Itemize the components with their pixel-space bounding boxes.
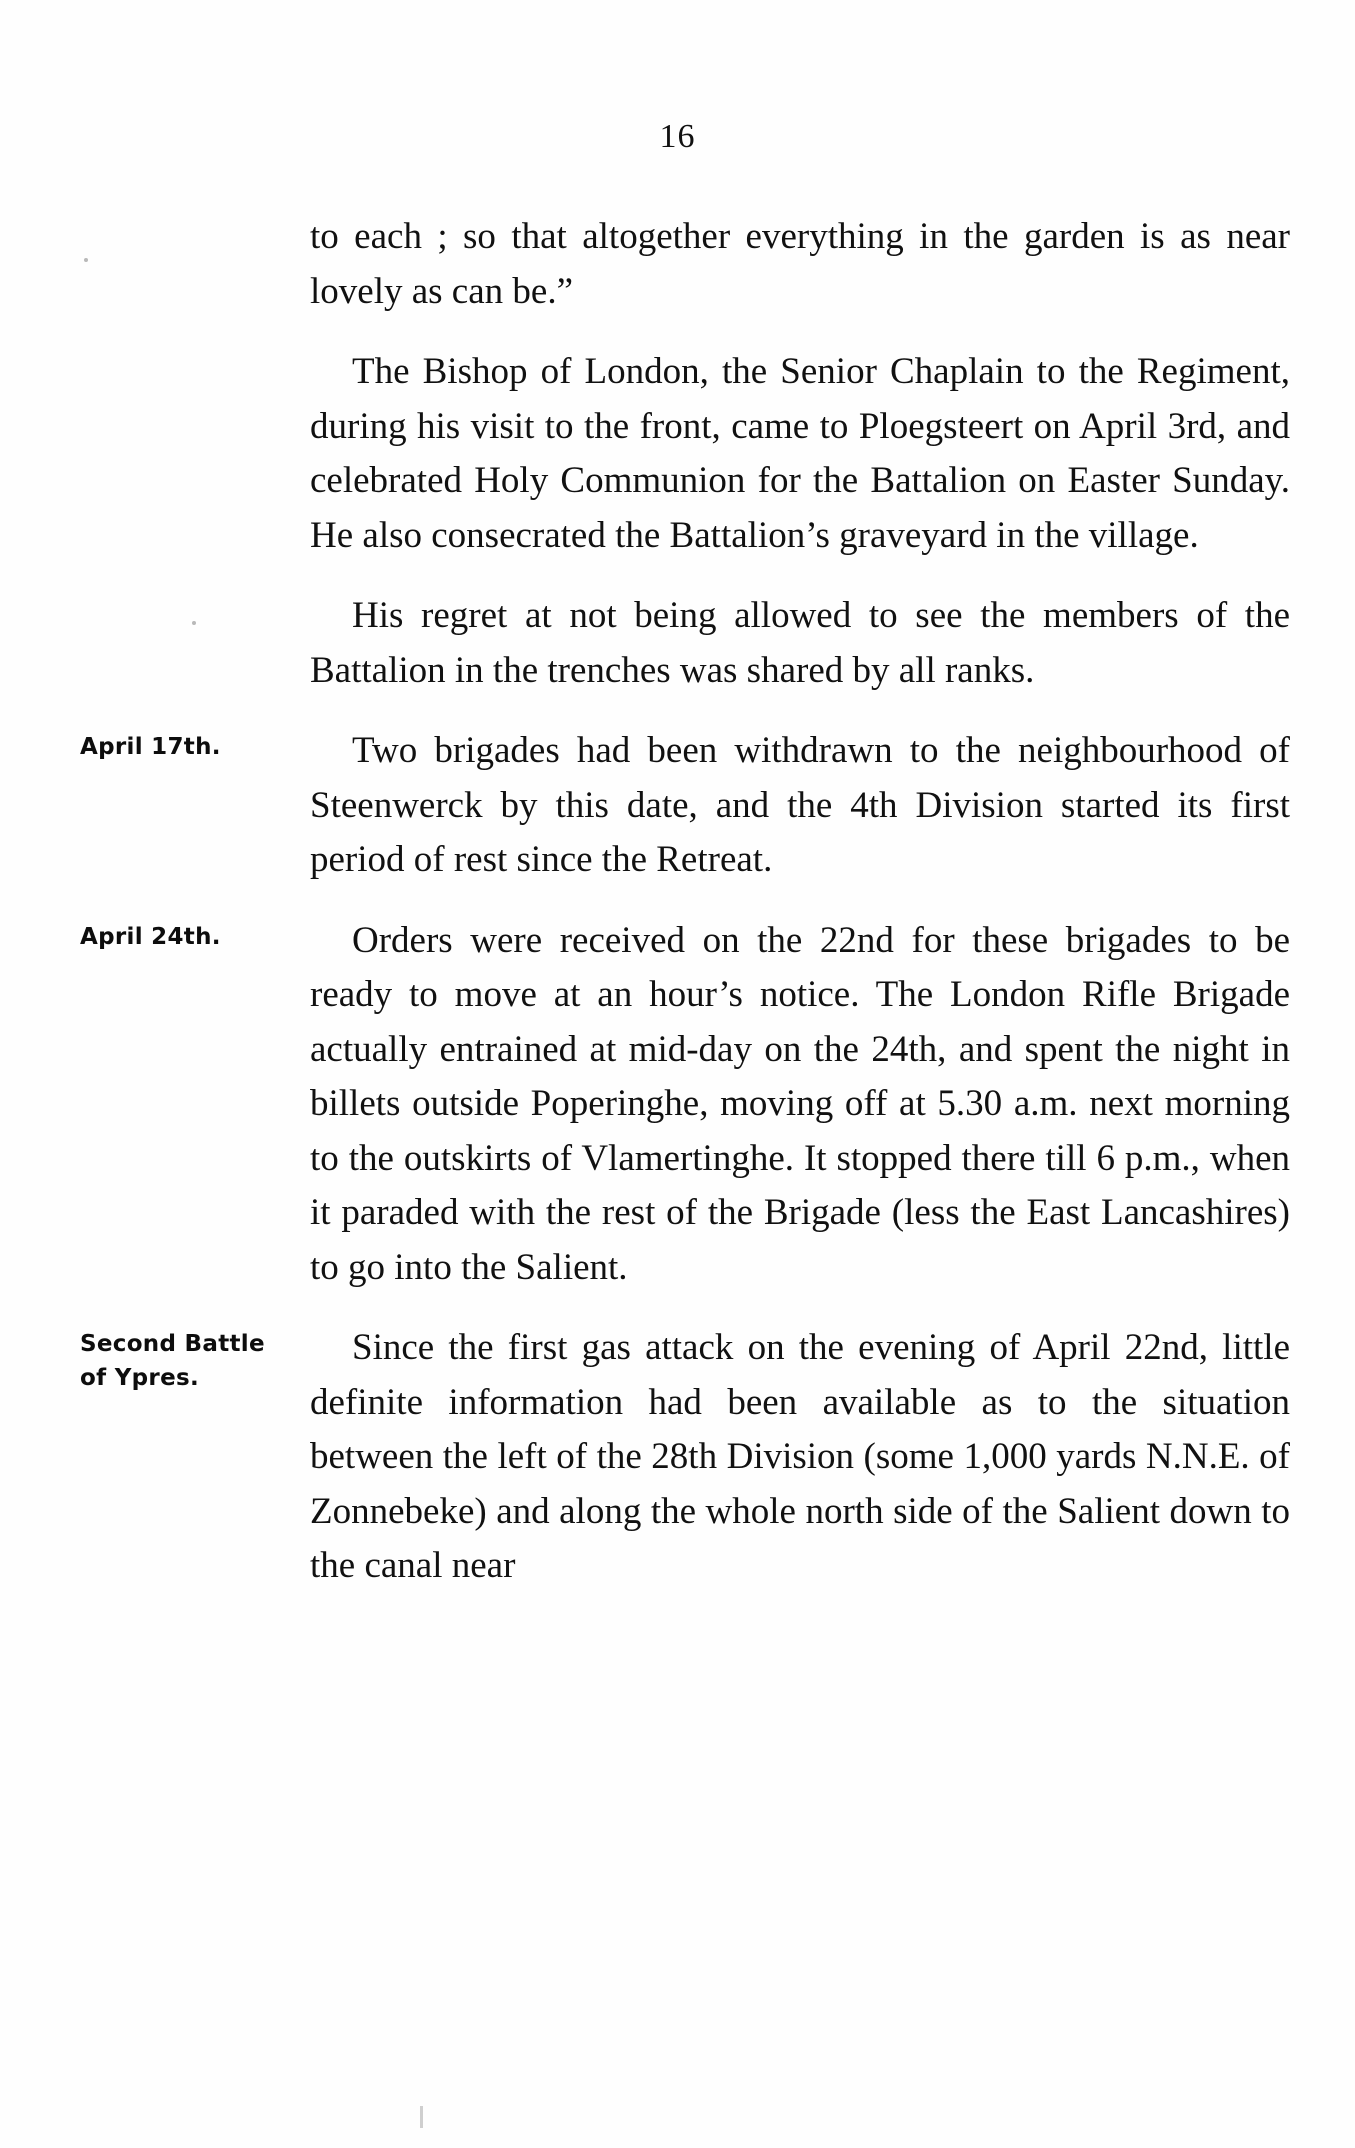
scan-artifact-mark [420, 2106, 423, 2128]
text-block [80, 345, 1290, 563]
page-number: 16 [659, 118, 696, 155]
paragraph: Two brigades had been withdrawn to the neighbourhood of Steenwerck by this date, and the 4th Division started its first period of rest since the Retreat. [310, 730, 1290, 880]
paragraph: Orders were received on the 22nd for these brigades to be ready to move at an hour’s notice. The London Rifle Brigade actually entrained at mid-day on the 24th, and spent the night in billets outside Poperinghe, moving off at 5.30 a.m. next morning to the outskirts of Vlamertinghe. It stopped there till 6 p.m., when it paraded with the rest of the Brigade (less the East Lancashires) to go into the Salient. [310, 919, 1290, 1288]
text-block [80, 589, 1290, 698]
text-block-april-24 [80, 914, 1290, 1296]
text-block-second-battle-ypres [80, 1321, 1290, 1594]
paragraph: The Bishop of London, the Senior Chaplain to the Regiment, during his visit to the front, came to Ploegsteert on April 3rd, and celebrated Holy Communion for the Battalion on Easter Sunday. He also consecrated the Battalion’s graveyard in the village. [310, 351, 1290, 556]
margin-note-april-17: April 17th. [80, 734, 221, 760]
margin-note-second-battle-ypres: Second Battle of Ypres. [80, 1331, 265, 1391]
margin-note-april-24: April 24th. [80, 923, 221, 950]
page-body [80, 210, 1290, 1620]
paragraph: to each ; so that altogether everything in the garden is as near lovely as can be.” [310, 216, 1290, 312]
text-block [80, 210, 1290, 319]
paragraph: His regret at not being allowed to see the members of the Battalion in the trenches was shared by all ranks. [310, 595, 1290, 691]
text-block-april-17 [80, 724, 1290, 888]
paragraph: Since the first gas attack on the evening of April 22nd, little definite information had been available as to the situation between the left of the 28th Division (some 1,000 yards N.N.E. of Zonnebeke) and along the whole north side of the Salient down to the canal near [310, 1327, 1290, 1586]
